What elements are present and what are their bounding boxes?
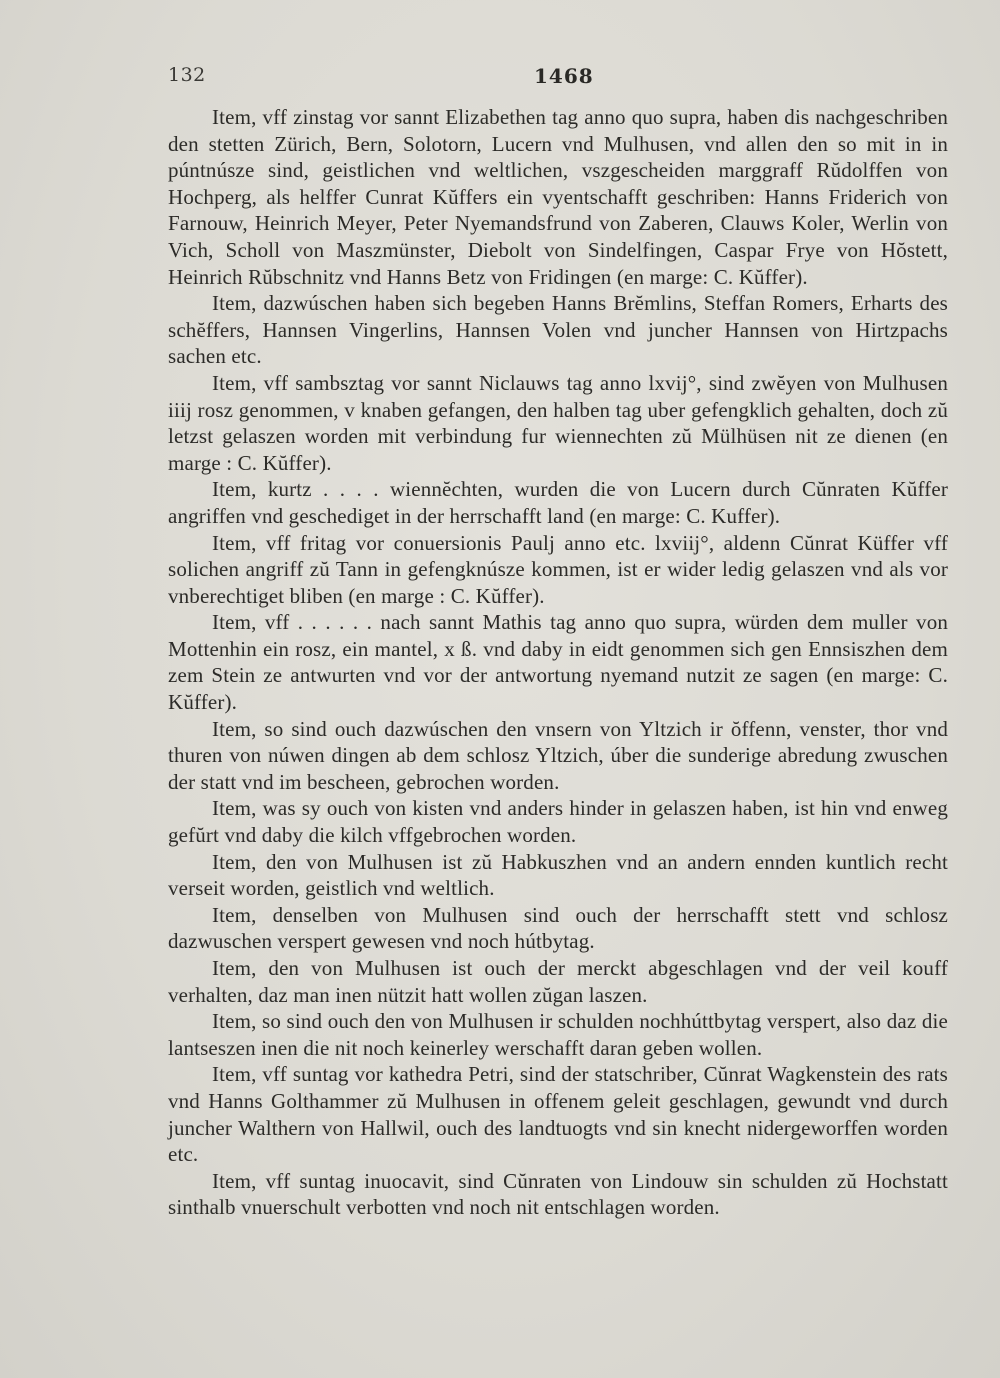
entry-paragraph: Item, was sy ouch von kisten vnd anders hinder in gelaszen haben, ist hin vnd enweg gefŭrt vnd daby die kilch vffgebrochen worden.	[168, 796, 948, 848]
entry-paragraph: Item, den von Mulhusen ist zŭ Habkuszhen vnd an andern ennden kuntlich recht verseit worden, geistlich vnd weltlich.	[168, 849, 948, 901]
entry-paragraph: Item, vff . . . . . . nach sannt Mathis tag anno quo supra, würden dem muller von Mottenhin ein rosz, ein mantel, x ß. vnd daby in eidt genommen sich gen Ennsiszhen dem zem Stein ze antwurten vnd vor der antwortung nyemand nutzit ze sagen (en marge: C. Kŭffer).	[168, 610, 948, 715]
page-header	[168, 64, 948, 94]
entry-paragraph: Item, den von Mulhusen ist ouch der merckt abgeschlagen vnd der veil kouff verhalten, daz man inen nützit hatt wollen zŭgan laszen.	[168, 956, 948, 1007]
entry-paragraph: Item, vff suntag inuocavit, sind Cŭnraten von Lindouw sin schulden zŭ Hochstatt sinthalb vnuerschult verbotten vnd noch nit entschlagen worden.	[168, 1168, 948, 1220]
entry-paragraph: Item, vff zinstag vor sannt Elizabethen tag anno quo supra, haben dis nachgeschriben den stetten Zürich, Bern, Solotorn, Lucern vnd Mulhusen, vnd allen den so mit in in púntnúsze sind, geistlichen vnd weltlichen, vszgescheiden marggraff Rŭdolffen von Hochperg, als helffer Cunrat Kŭffers ein vyentschafft geschriben: Hanns Friderich von Farnouw, Heinrich Meyer, Peter Nyemandsfrund von Zaberen, Clauws Koler, Werlin von Vich, Scholl von Maszmünster, Diebolt von Sindelfingen, Caspar Frye von Hŏstett, Heinrich Rŭbschnitz vnd Hanns Betz von Fridingen (en marge: C. Kŭffer).	[168, 105, 948, 289]
document-body	[168, 104, 948, 1221]
page-number: 132	[168, 64, 206, 86]
entry-paragraph: Item, vff sambsztag vor sannt Niclauws tag anno lxvij°, sind zwĕyen von Mulhusen iiij rosz genommen, v knaben gefangen, den halben tag uber gefengklich gehalten, doch zŭ letzst gelaszen worden mit verbindung fur wiennechten zŭ Mülhüsen nit ze dienen (en marge : C. Kŭffer).	[168, 370, 948, 475]
entry-paragraph: Item, vff suntag vor kathedra Petri, sind der statschriber, Cŭnrat Wagkenstein des rats vnd Hanns Golthammer zŭ Mulhusen in offenem geleit geschlagen, gewundt vnd durch juncher Walthern von Hallwil, ouch des landtuogts vnd sin knecht nidergeworffen worden etc.	[168, 1062, 948, 1167]
year-heading: 1468	[534, 64, 594, 88]
entry-paragraph: Item, denselben von Mulhusen sind ouch der herrschafft stett vnd schlosz dazwuschen verspert gewesen vnd noch hútbytag.	[168, 902, 948, 954]
entry-paragraph: Item, kurtz . . . . wiennĕchten, wurden die von Lucern durch Cŭnraten Kŭffer angriffen vnd geschediget in der herrschafft land (en marge: C. Kuffer).	[168, 477, 948, 528]
entry-paragraph: Item, dazwúschen haben sich begeben Hanns Brĕmlins, Steffan Romers, Erharts des schĕffers, Hannsen Vingerlins, Hannsen Volen vnd juncher Hannsen von Hirtzpachs sachen etc.	[168, 291, 948, 369]
entry-paragraph: Item, so sind ouch dazwúschen den vnsern von Yltzich ir ŏffenn, venster, thor vnd thuren von núwen dingen ab dem schlosz Yltzich, úber die sunderige abredung zwuschen der statt vnd im bescheen, gebrochen worden.	[168, 716, 948, 794]
entry-paragraph: Item, vff fritag vor conuersionis Paulj anno etc. lxviij°, aldenn Cŭnrat Küffer vff solichen angriff zŭ Tann in gefengknúsze kommen, ist er wider ledig gelaszen vnd als vor vnberechtiget bliben (en marge : C. Kŭffer).	[168, 530, 948, 608]
entry-paragraph: Item, so sind ouch den von Mulhusen ir schulden nochhúttbytag verspert, also daz die lantseszen inen die nit noch keinerley werschafft daran geben wollen.	[168, 1009, 948, 1060]
